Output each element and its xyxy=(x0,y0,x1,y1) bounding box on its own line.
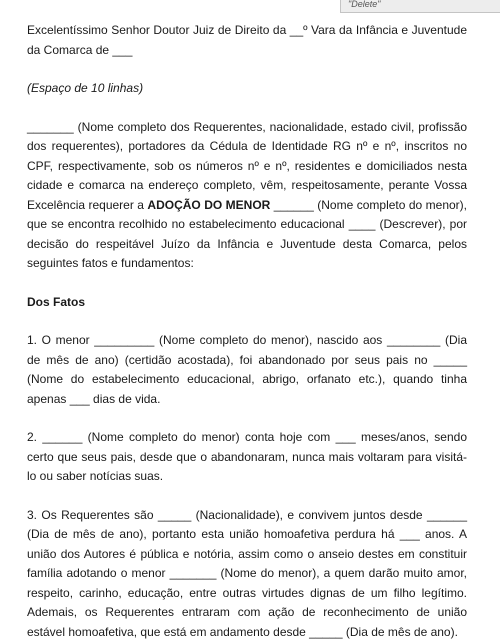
intro-text-end: ______ (Nome completo do menor), que se encontra recolhido no estabelecimento educacional ____ (Descrever), por decisão do respeitável Juízo da Infância e Juventude desta Comarca, pelos seguintes fatos e fundamentos: xyxy=(27,198,467,271)
petition-header: Excelentíssimo Senhor Doutor Juiz de Direito da __º Vara da Infância e Juventude da Comarca de ___ xyxy=(27,21,467,60)
space-note: (Espaço de 10 linhas) xyxy=(27,79,467,99)
fact-2: 2. ______ (Nome completo do menor) conta hoje com ___ meses/anos, sendo certo que seus pais, desde que o abandonaram, nunca mais voltaram para visitá-lo ou saber notícias suas. xyxy=(27,428,467,487)
fact-1: 1. O menor _________ (Nome completo do menor), nascido aos ________ (Dia de mês de ano) (certidão acostada), foi abandonado por seus pais no _____ (Nome do estabelecimento educacional, abrigo, orfanato etc.), quando tinha apenas ___ dias de vida. xyxy=(27,331,467,409)
petition-document xyxy=(27,21,467,642)
section-title-facts: Dos Fatos xyxy=(27,293,467,313)
intro-paragraph xyxy=(27,118,467,274)
delete-comment-note: "Delete" xyxy=(340,0,500,13)
intro-text-start: _______ (Nome completo dos Requerentes, nacionalidade, estado civil, profissão dos requerentes), portadores da Cédula de Identidade RG nº e nº, inscritos no CPF, respectivamente, sob os números nº e nº, residentes e domiciliados nesta cidade e comarca na endereço completo, vêm, respeitosamente, perante Vossa Excelência requerer a xyxy=(27,120,467,212)
adoption-request-bold: ADOÇÃO DO MENOR xyxy=(147,198,270,212)
fact-3: 3. Os Requerentes são _____ (Nacionalidade), e convivem juntos desde ______ (Dia de mês de ano), portanto esta união homoafetiva perdura há ___ anos. A união dos Autores é pública e notória, assim como o anseio destes em constituir família adotando o menor _______ (Nome do menor), a quem darão muito amor, respeito, carinho, educação, entre outras virtudes dignas de um filho legítimo. Ademais, os Requerentes entraram com ação de reconhecimento de união estável homoafetiva, que está em andamento desde _____ (Dia de mês de ano). xyxy=(27,506,467,642)
